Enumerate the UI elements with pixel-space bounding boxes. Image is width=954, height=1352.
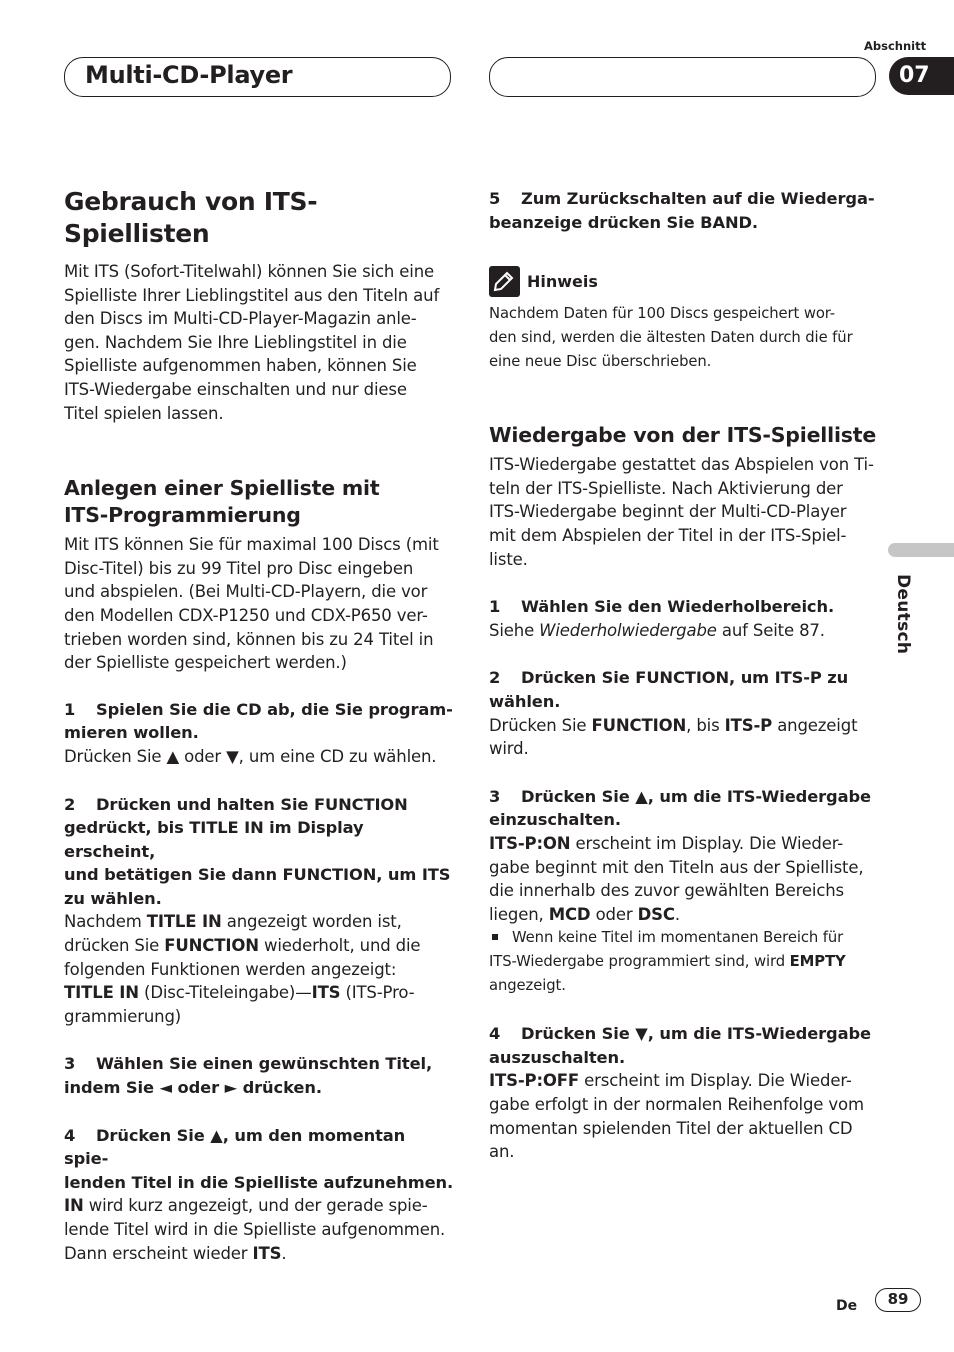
display-text: ITS (311, 983, 341, 1003)
step-heading: Drücken Sie ▲, um die ITS-Wiedergabe (521, 786, 872, 806)
step-1 (64, 698, 454, 769)
text-line: liste. (489, 549, 528, 569)
text: angezeigt (772, 715, 858, 735)
step-heading: Wählen Sie den Wiederholbereich. (521, 597, 835, 617)
text-line: den Modellen CDX-P1250 und CDX-P650 ver- (64, 605, 428, 625)
step-number: 1 (489, 597, 501, 617)
text-line: momentan spielenden Titel der aktuellen CD (489, 1118, 853, 1138)
display-text: DSC (637, 904, 675, 924)
text: auf Seite 87. (716, 620, 825, 640)
section-paragraph (489, 453, 879, 571)
display-text: TITLE IN (146, 912, 222, 932)
text-line: ITS-Wiedergabe einschalten und nur diese (64, 379, 407, 399)
text-line: ITS-Wiedergabe gestattet das Abspielen von Ti- (489, 455, 874, 475)
note-line: den sind, werden die ältesten Daten durch die für (489, 329, 853, 347)
display-text: EMPTY (789, 953, 846, 971)
text-line: Spielliste aufgenommen haben, können Sie (64, 356, 417, 376)
bullet-square-icon (492, 934, 498, 940)
button-name: FUNCTION (591, 715, 687, 735)
text: Dann erscheint wieder (64, 1243, 253, 1263)
step-heading: Spielen Sie die CD ab, die Sie program- (96, 699, 453, 719)
step-body: Drücken Sie ▲ oder ▼, um eine CD zu wählen. (64, 746, 437, 766)
step-4 (64, 1124, 454, 1266)
text-line: ITS-Wiedergabe beginnt der Multi-CD-Player (489, 502, 847, 522)
text: Drücken Sie (489, 715, 592, 735)
step-heading: beanzeige drücken Sie BAND. (489, 212, 759, 232)
text-line: angezeigt. (489, 977, 566, 995)
text-line: trieben worden sind, können bis zu 24 Titel in (64, 629, 434, 649)
text: ITS-Wiedergabe programmiert sind, wird (489, 953, 790, 971)
step-number: 4 (489, 1024, 501, 1044)
text: . (674, 904, 680, 924)
step-number: 4 (64, 1125, 76, 1145)
right-step-4 (489, 1022, 879, 1164)
right-step-3 (489, 785, 879, 999)
step-heading: lenden Titel in die Spielliste aufzunehmen. (64, 1172, 454, 1192)
text-line: Mit ITS (Sofort-Titelwahl) können Sie sich eine (64, 262, 435, 281)
step-number: 3 (64, 1054, 76, 1074)
step-heading: Wählen Sie einen gewünschten Titel, (96, 1054, 433, 1074)
step-heading: mieren wollen. (64, 723, 199, 743)
step-number: 3 (489, 786, 501, 806)
text-line: die innerhalb des zuvor gewählten Bereichs (489, 881, 844, 901)
note-pencil-icon (489, 266, 520, 297)
text: erscheint im Display. Die Wieder- (579, 1071, 852, 1091)
step-number: 2 (64, 794, 76, 814)
step-heading: auszuschalten. (489, 1047, 626, 1067)
text-line: den Discs im Multi-CD-Player-Magazin anle- (64, 309, 417, 329)
page-title: Gebrauch von ITS-Spiellisten (64, 187, 318, 248)
step-heading: Drücken Sie FUNCTION, um ITS-P zu (521, 668, 849, 688)
display-text: ITS-P (724, 715, 773, 735)
section-number-badge: 07 (889, 57, 954, 95)
step-number: 5 (489, 189, 501, 208)
page-number: 89 (875, 1288, 921, 1312)
step-number: 2 (489, 668, 501, 688)
step-2 (64, 793, 454, 1029)
display-text: ITS (252, 1243, 282, 1263)
section-paragraph (64, 533, 454, 675)
section-label: Abschnitt (864, 39, 927, 53)
section-heading: Anlegen einer Spielliste mit (64, 476, 380, 501)
text: Siehe (489, 620, 540, 640)
step-heading: Zum Zurückschalten auf die Wiederga- (521, 189, 875, 208)
step-3 (64, 1052, 454, 1099)
cross-reference: Wiederholwiedergabe (539, 620, 717, 640)
text: liegen, (489, 904, 549, 924)
left-column (64, 186, 454, 1265)
text: wiederholt, und die (258, 936, 421, 956)
text-line: mit dem Abspielen der Titel in der ITS-Spiel- (489, 525, 847, 545)
language-tab-marker (888, 543, 954, 557)
text-line: an. (489, 1142, 515, 1162)
display-text: ITS-P:ON (489, 833, 571, 853)
right-column (489, 187, 879, 1164)
step-5 (489, 187, 879, 234)
step-heading: Drücken Sie ▲, um den momentan spie- (64, 1125, 406, 1169)
right-step-1 (489, 595, 879, 642)
note-title: Hinweis (527, 271, 598, 291)
header-title-pill (64, 57, 451, 97)
text-line: Titel spielen lassen. (64, 403, 224, 423)
display-text: IN (64, 1196, 84, 1216)
text: drücken Sie (64, 936, 165, 956)
right-step-2 (489, 666, 879, 760)
step-heading: wählen. (489, 691, 561, 711)
text-line: und abspielen. (Bei Multi-CD-Playern, die vor (64, 582, 428, 602)
display-text: ITS-P:OFF (489, 1071, 580, 1091)
step-number: 1 (64, 699, 76, 719)
text: erscheint im Display. Die Wieder- (570, 833, 844, 853)
text-line: wird. (489, 739, 529, 759)
text-line: lende Titel wird in die Spielliste aufgenommen. (64, 1220, 446, 1239)
text-line: Spielliste Ihrer Lieblingstitel aus den Titeln auf (64, 285, 440, 305)
note-box (489, 264, 879, 374)
step-heading: Drücken Sie ▼, um die ITS-Wiedergabe (521, 1024, 872, 1044)
display-text: MCD (548, 904, 591, 924)
note-line: eine neue Disc überschrieben. (489, 353, 712, 371)
step-heading: indem Sie ◄ oder ► drücken. (64, 1078, 322, 1098)
note-line: Nachdem Daten für 100 Discs gespeichert wor- (489, 305, 836, 323)
text: Wenn keine Titel im momentanen Bereich für (512, 929, 844, 947)
text: , bis (686, 715, 725, 735)
header-empty-pill (489, 57, 876, 97)
text-line: gen. Nachdem Sie Ihre Lieblingstitel in die (64, 332, 407, 352)
text-line: gabe erfolgt in der normalen Reihenfolge vom (489, 1095, 864, 1115)
footer-language: De (836, 1298, 858, 1314)
text: (ITS-Pro- (340, 983, 415, 1003)
text: wird kurz angezeigt, und der gerade spie- (83, 1196, 428, 1216)
text-line: gabe beginnt mit den Titeln aus der Spielliste, (489, 857, 864, 877)
button-name: FUNCTION (164, 936, 259, 956)
intro-paragraph (64, 260, 454, 425)
text-line: der Spielliste gespeichert werden.) (64, 653, 347, 673)
header-title: Multi-CD-Player (85, 61, 293, 89)
text: angezeigt worden ist, (221, 912, 402, 932)
text: oder (590, 904, 638, 924)
text-line: Disc-Titel) bis zu 99 Titel pro Disc eingeben (64, 558, 414, 578)
step-heading: zu wählen. (64, 888, 162, 908)
section-heading: Wiedergabe von der ITS-Spielliste (489, 423, 877, 448)
text: . (281, 1243, 287, 1263)
display-text: TITLE IN (64, 983, 139, 1003)
text: (Disc-Titeleingabe)— (138, 983, 312, 1003)
step-heading: und betätigen Sie dann FUNCTION, um ITS (64, 865, 451, 885)
text-line: teln der ITS-Spielliste. Nach Aktivierung der (489, 478, 843, 498)
step-heading: einzuschalten. (489, 810, 621, 830)
text-line: Mit ITS können Sie für maximal 100 Discs (mit (64, 535, 439, 555)
step-heading: Drücken und halten Sie FUNCTION (96, 794, 408, 814)
text-line: folgenden Funktionen werden angezeigt: (64, 959, 397, 979)
step-heading: gedrückt, bis TITLE IN im Display erscheint, (64, 818, 364, 861)
text: Nachdem (64, 912, 147, 932)
text-line: grammierung) (64, 1006, 182, 1026)
section-heading: ITS-Programmierung (64, 503, 301, 528)
language-label: Deutsch (893, 574, 913, 655)
